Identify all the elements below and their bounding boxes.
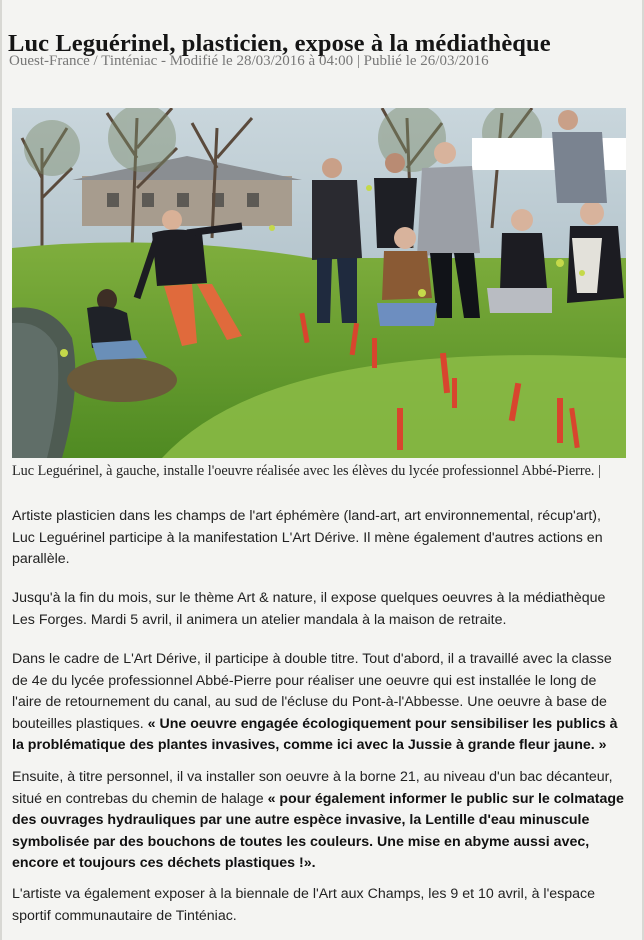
paragraph-art-derive-quote: « Une oeuvre engagée écologiquement pour sensibiliser les publics à la problématique des plantes invasives, comme ici avec la Jussie à grande fleur jaune. » xyxy=(12,715,618,753)
paragraph-biennale: L'artiste va également exposer à la biennale de l'Art aux Champs, les 9 et 10 avril, à l'espace sportif communautaire de Tinténiac. xyxy=(12,886,596,924)
paragraph-intro: Artiste plasticien dans les champs de l'art éphémère (land-art, art environnemental, récup'art), Luc Leguérinel participe à la manifestation L'Art Dérive. Il mène également d'autres actions en parallèle. xyxy=(12,508,603,567)
paragraph-art-derive-text: Dans le cadre de L'Art Dérive, il participe à double titre. Tout d'abord, il a travaillé avec la classe de 4e du lycée professionnel Abbé-Pierre pour réaliser une oeuvre qui est installée le long de l'aire de retournement du canal, au sud de l'écluse du Pont-à-l'Abbesse. Une oeuvre à base de bouteilles plastiques. xyxy=(12,651,612,732)
article-photo xyxy=(12,108,626,458)
paragraph-personal-work xyxy=(12,767,626,875)
article-byline: Ouest-France / Tinténiac - Modifié le 28/03/2016 à 04:00 | Publié le 26/03/2016 xyxy=(9,53,489,69)
article-title: Luc Leguérinel, plasticien, expose à la médiathèque xyxy=(8,30,551,58)
photo-caption: Luc Leguérinel, à gauche, installe l'oeuvre réalisée avec les élèves du lycée professionnel Abbé-Pierre. | xyxy=(12,463,601,479)
paragraph-personal-work-quote: « pour également informer le public sur le colmatage des ouvrages hydrauliques par une autre espèce invasive, la Lentille d'eau minuscule symbolisée par des bouchons de toutes les couleurs. Une mise en abyme aussi avec, encore et toujours ces déchets plastiques !». xyxy=(12,790,624,871)
paragraph-personal-work-text: Ensuite, à titre personnel, il va installer son oeuvre à la borne 21, au niveau d'un bac décanteur, situé en contrebas du chemin de halage xyxy=(12,769,613,807)
paragraph-art-derive xyxy=(12,649,626,757)
photo-illustration xyxy=(12,108,626,458)
paragraph-exhibition: Jusqu'à la fin du mois, sur le thème Art & nature, il expose quelques oeuvres à la médiathèque Les Forges. Mardi 5 avril, il animera un atelier mandala à la maison de retraite. xyxy=(12,590,606,628)
